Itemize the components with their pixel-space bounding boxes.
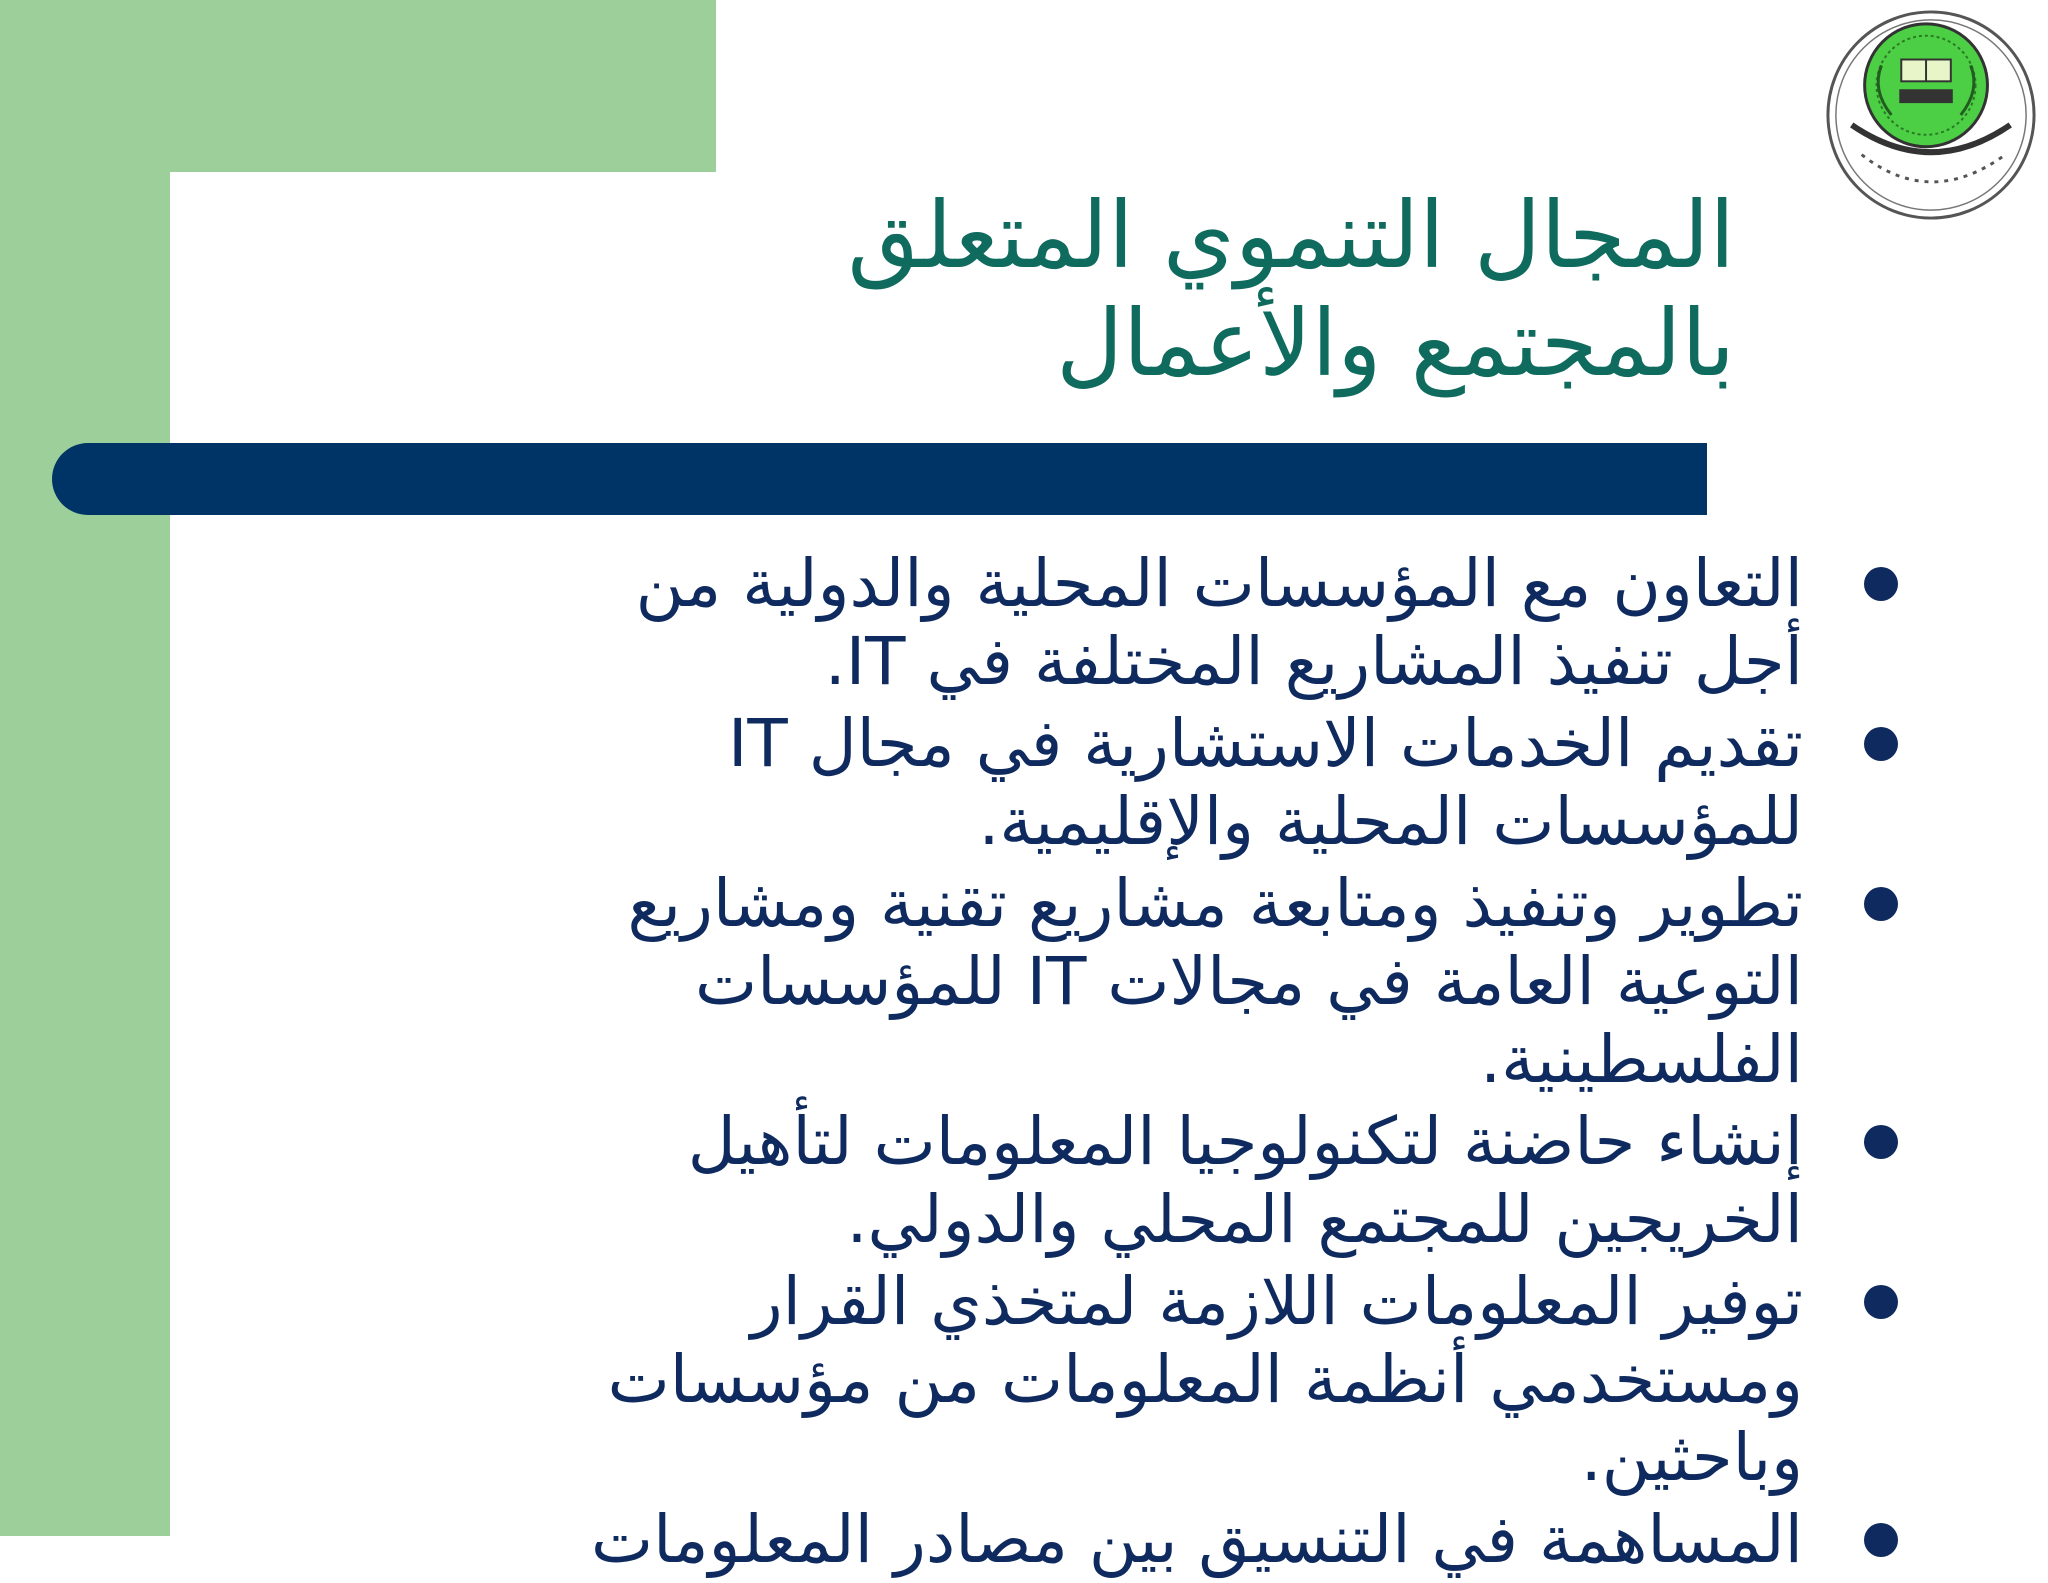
title-line-1: المجال التنموي المتعلق xyxy=(847,182,1735,289)
bullet-line: ومستخدمي أنظمة المعلومات من مؤسسات xyxy=(607,1341,1803,1418)
bullet-line: التوعية العامة في مجالات IT للمؤسسات xyxy=(695,943,1803,1020)
title-line-2: بالمجتمع والأعمال xyxy=(1056,290,1735,397)
bullet-item xyxy=(303,705,1803,861)
bullet-item xyxy=(303,1263,1803,1497)
bullet-line: التعاون مع المؤسسات المحلية والدولية من xyxy=(635,545,1803,622)
bullet-line: للمؤسسات المحلية والإقليمية. xyxy=(978,783,1803,860)
bullet-line: المساهمة في التنسيق بين مصادر المعلومات xyxy=(591,1501,1803,1578)
bullet-line: تقديم الخدمات الاستشارية في مجال IT xyxy=(727,705,1803,782)
bullet-line: الخريجين للمجتمع المحلي والدولي. xyxy=(846,1181,1803,1258)
university-seal-icon xyxy=(1822,6,2040,224)
bullet-item xyxy=(303,1501,1803,1579)
bullet-item xyxy=(303,545,1803,701)
bullet-item xyxy=(303,1103,1803,1259)
decorative-green-strip xyxy=(0,0,170,1536)
bullet-line: أجل تنفيذ المشاريع المختلفة في IT. xyxy=(824,623,1803,700)
bullet-list xyxy=(303,545,1803,1583)
bullet-line: تطوير وتنفيذ ومتابعة مشاريع تقنية ومشاريع xyxy=(627,865,1803,942)
bullet-item xyxy=(303,865,1803,1099)
bullet-line: توفير المعلومات اللازمة لمتخذي القرار xyxy=(750,1263,1803,1340)
title-divider-bar xyxy=(52,443,1707,515)
bullet-line: وباحثين. xyxy=(1580,1419,1803,1496)
slide-title xyxy=(585,182,1735,398)
bullet-line: إنشاء حاضنة لتكنولوجيا المعلومات لتأهيل xyxy=(687,1103,1803,1180)
bullet-line: الفلسطينية. xyxy=(1480,1021,1803,1098)
